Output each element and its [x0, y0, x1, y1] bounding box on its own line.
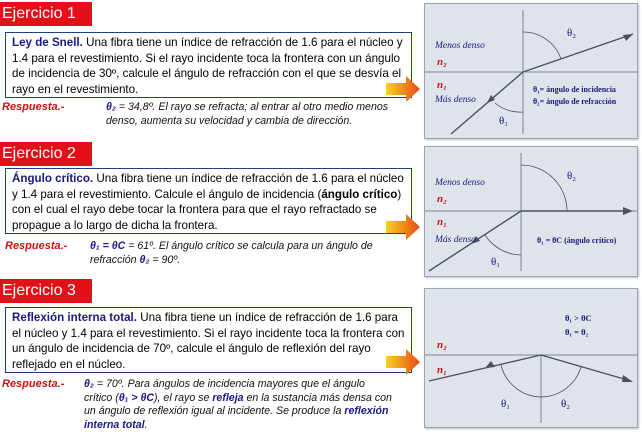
arrow-icon [386, 214, 420, 240]
note-1-label: θ₁ = θC (ángulo crítico) [537, 236, 617, 245]
ejercicio-1-header: Ejercicio 1 [0, 2, 92, 26]
ejercicio-2-answer [90, 240, 390, 267]
ejercicio-2-problem [5, 168, 412, 234]
theta-left-label: θ₁ [501, 398, 511, 410]
lower-index-label: n₁ [437, 216, 447, 228]
answer-text-b: ), el rayo se [154, 391, 213, 404]
upper-index-label: n₂ [437, 339, 447, 351]
ejercicio-3-problem [5, 307, 412, 373]
note-1-label: θ₁= ángulo de incidencia [533, 85, 616, 94]
answer-word-d: reflexión interna total [84, 405, 389, 431]
problem-term: Reflexión interna total. [12, 311, 137, 324]
ejercicio-1-answer-label: Respuesta.- [2, 101, 65, 113]
theta-right-label: θ₂ [561, 398, 571, 410]
ejercicio-2-header: Ejercicio 2 [0, 142, 92, 166]
ejercicio-3-answer-label: Respuesta.- [2, 378, 65, 390]
answer-symbol: θ₁ = θC [90, 240, 126, 252]
theta-lower-label: θ₁ [499, 115, 509, 127]
answer-text-a: = 70º. Para ángulos de incidencia mayores que el ángulo crítico ( [84, 378, 365, 404]
lower-medium-label: Más denso [435, 95, 476, 105]
ejercicio-2-diagram [424, 146, 638, 277]
answer-word-c: refleja [212, 391, 244, 404]
problem-term-b: ángulo crítico [321, 187, 398, 201]
note-1-label: θ₁ > θC [565, 313, 592, 323]
ejercicio-1-diagram [424, 3, 638, 139]
ejercicio-1-problem [5, 32, 412, 98]
answer-text-d: . [144, 418, 148, 431]
upper-index-label: n₂ [437, 56, 447, 68]
problem-text-a: Una fibra tiene un índice de refracción de 1.6 para el núcleo y 1.4 para el revestimiento. Calcule el ángulo de incidencia ( [12, 172, 404, 201]
lower-index-label: n₁ [437, 364, 447, 376]
upper-index-label: n₂ [437, 193, 447, 205]
ejercicio-3-diagram [424, 288, 638, 428]
theta-upper-label: θ₂ [567, 27, 577, 39]
arrow-icon [386, 349, 420, 375]
ejercicio-3-header: Ejercicio 3 [0, 279, 92, 303]
note-2-label: θ₂= ángulo de refracción [533, 97, 617, 106]
arrow-icon [386, 76, 420, 102]
answer-symbol-b: θ₁ > θC [118, 391, 155, 404]
problem-term: Ley de Snell. [12, 36, 83, 49]
answer-symbol-2: θ₂ [139, 253, 150, 266]
problem-text: Una fibra tiene un índice de refracción de 1.6 para el núcleo y 1.4 para el revestimiento. Si el rayo incidente toca la frontera con un ángulo de incidencia de 30º, calcule el ángulo de refracción con el que se desvía el rayo en el revestimiento. [12, 36, 403, 96]
answer-symbol: θ₂ [106, 101, 116, 113]
ejercicio-2-answer-label: Respuesta.- [5, 240, 68, 252]
answer-text-2: = 90º. [149, 253, 181, 266]
upper-medium-label: Menos denso [435, 41, 485, 51]
upper-medium-label: Menos denso [435, 178, 485, 188]
lower-index-label: n₁ [437, 79, 447, 91]
answer-text: = 61º. El ángulo crítico se calcula para un ángulo de refracción [90, 240, 373, 266]
ejercicio-1-answer [106, 101, 396, 128]
problem-term: Ángulo crítico. [12, 172, 94, 185]
answer-symbol: θ₂ [84, 378, 94, 390]
problem-text: Una fibra tiene un índice de refracción de 1.6 para el núcleo y 1.4 para el revestimiento. Si el rayo incidente toca la frontera con un ángulo de incidencia de 70º, calcule el ángulo de reflexión del rayo reflejado en el núcleo. [12, 311, 405, 371]
answer-text: = 34,8º. El rayo se refracta; al entrar al otro medio menos denso, aumenta su velocidad y cambia de dirección. [106, 101, 389, 127]
theta-upper-label: θ₂ [567, 170, 577, 182]
answer-text-c: en la sustancia más densa con un ángulo de reflexión igual al incidente. Se produce la [84, 391, 392, 417]
theta-lower-label: θ₁ [491, 256, 501, 268]
ejercicio-3-answer [84, 378, 392, 432]
note-2-label: θ₁ = θ₂ [565, 327, 589, 337]
problem-text-b: ) con el cual el rayo debe tocar la frontera para que el rayo refractado se propague a lo largo de dicha la frontera. [12, 187, 402, 232]
lower-medium-label: Más denso [435, 235, 476, 245]
